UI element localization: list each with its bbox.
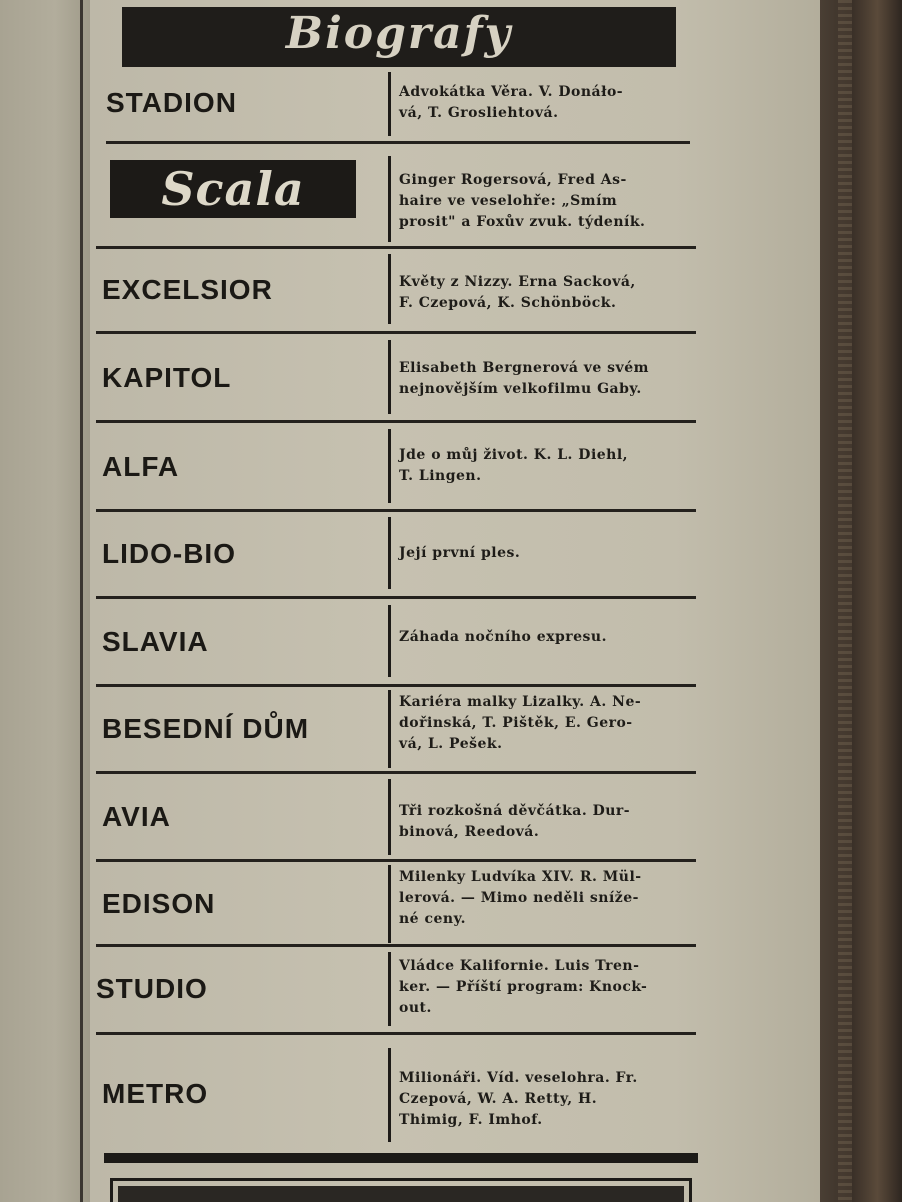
film-listing-line: Záhada nočního expresu.: [399, 629, 607, 645]
book-page-edges: [820, 0, 902, 1202]
row-divider: [96, 246, 696, 249]
page-edge-texture: [838, 0, 852, 1202]
film-listing-line: Květy z Nizzy. Erna Sacková,: [399, 274, 636, 290]
row-divider: [96, 944, 696, 947]
row-divider: [96, 420, 696, 423]
cinema-name: STUDIO: [96, 973, 208, 1004]
cinema-name: STADION: [106, 87, 237, 118]
row-divider: [96, 509, 696, 512]
listing-row: [100, 338, 696, 418]
cinema-name: SLAVIA: [102, 626, 209, 657]
column-divider: [388, 952, 391, 1026]
column-divider: [388, 340, 391, 414]
film-listing: [399, 1068, 701, 1131]
row-divider: [96, 1032, 696, 1035]
left-page-margin: [0, 0, 92, 1202]
film-listing: [399, 627, 701, 648]
page-title: Biografy: [285, 8, 513, 59]
film-listing-line: binová, Reedová.: [399, 824, 540, 840]
film-listing-line: haire ve veselohře: „Smím: [399, 193, 618, 209]
column-divider: [388, 605, 391, 677]
film-listing-line: prosit" a Foxův zvuk. týdeník.: [399, 214, 646, 230]
film-listing-line: lerová. — Mimo neděli sníže-: [399, 890, 639, 906]
film-listing: [399, 82, 701, 124]
row-divider: [96, 859, 696, 862]
film-listing: [399, 867, 701, 930]
row-divider: [96, 331, 696, 334]
listing-row: [96, 950, 696, 1028]
film-listing-line: nejnovějším velkofilmu Gaby.: [399, 381, 642, 397]
cinema-name: EXCELSIOR: [102, 274, 273, 305]
film-listing: [399, 956, 701, 1019]
listing-row: [100, 515, 696, 593]
column-divider: [388, 690, 391, 768]
film-listing-line: Jde o můj život. K. L. Diehl,: [399, 447, 629, 463]
film-listing-line: Czepová, W. A. Retty, H.: [399, 1091, 598, 1107]
film-listing: [399, 170, 701, 233]
film-listing-line: Kariéra malky Lizalky. A. Ne-: [399, 694, 642, 710]
film-listing-line: vá, T. Grosliehtová.: [399, 105, 559, 121]
column-divider: [388, 779, 391, 855]
column-divider: [388, 865, 391, 943]
film-listing-line: T. Lingen.: [399, 468, 482, 484]
row-divider: [96, 771, 696, 774]
column-divider: [388, 429, 391, 503]
listing-row: [100, 777, 696, 857]
film-listing-line: out.: [399, 1000, 432, 1016]
film-listing-line: vá, L. Pešek.: [399, 736, 503, 752]
film-listing: [399, 543, 701, 564]
row-divider: [106, 141, 690, 144]
listing-row: [100, 863, 696, 945]
film-listing: [399, 358, 701, 400]
column-divider: [388, 156, 391, 242]
listing-row: [100, 1044, 696, 1144]
film-listing-line: F. Czepová, K. Schönböck.: [399, 295, 617, 311]
listing-row: [100, 68, 696, 138]
film-listing-line: Thimig, F. Imhof.: [399, 1112, 543, 1128]
cinema-name: EDISON: [102, 888, 216, 919]
film-listing: [399, 692, 701, 755]
column-divider: [388, 517, 391, 589]
film-listing-line: Elisabeth Bergnerová ve svém: [399, 360, 649, 376]
film-listing-line: Vládce Kalifornie. Luis Tren-: [399, 958, 640, 974]
film-listing-line: Milionáři. Víd. veselohra. Fr.: [399, 1070, 638, 1086]
film-listing-line: ker. — Příští program: Knock-: [399, 979, 648, 995]
listing-row: [100, 427, 696, 507]
cinema-name: LIDO-BIO: [102, 538, 236, 569]
cinema-name: AVIA: [102, 801, 171, 832]
column-divider: [388, 254, 391, 324]
cinema-name: Scala: [161, 162, 305, 216]
film-listing: [399, 272, 701, 314]
film-listing-line: né ceny.: [399, 911, 466, 927]
film-listing: [399, 445, 701, 487]
film-listing-line: Tři rozkošná děvčátka. Dur-: [399, 803, 631, 819]
column-divider: [388, 1048, 391, 1142]
cinema-name: ALFA: [102, 451, 180, 482]
cinema-name: METRO: [102, 1078, 209, 1109]
next-section-banner: [118, 1186, 684, 1202]
film-listing-line: Milenky Ludvíka XIV. R. Mül-: [399, 869, 642, 885]
section-end-rule: [104, 1153, 698, 1163]
column-divider: [388, 72, 391, 136]
film-listing-line: Ginger Rogersová, Fred As-: [399, 172, 627, 188]
listing-row: [100, 688, 696, 770]
column-rule: [80, 0, 83, 1202]
scala-logo: [110, 160, 356, 218]
film-listing-line: Advokátka Věra. V. Donáło-: [399, 84, 624, 100]
film-listing-line: Její první ples.: [399, 545, 521, 561]
listing-row: [100, 152, 696, 244]
row-divider: [96, 596, 696, 599]
film-listing-line: dořinská, T. Pištěk, E. Gero-: [399, 715, 633, 731]
row-divider: [96, 684, 696, 687]
cinema-name: KAPITOL: [102, 362, 232, 393]
cinema-name: BESEDNÍ DŮM: [102, 713, 310, 744]
listing-row: [100, 603, 696, 681]
film-listing: [399, 801, 701, 843]
listing-row: [100, 252, 696, 328]
